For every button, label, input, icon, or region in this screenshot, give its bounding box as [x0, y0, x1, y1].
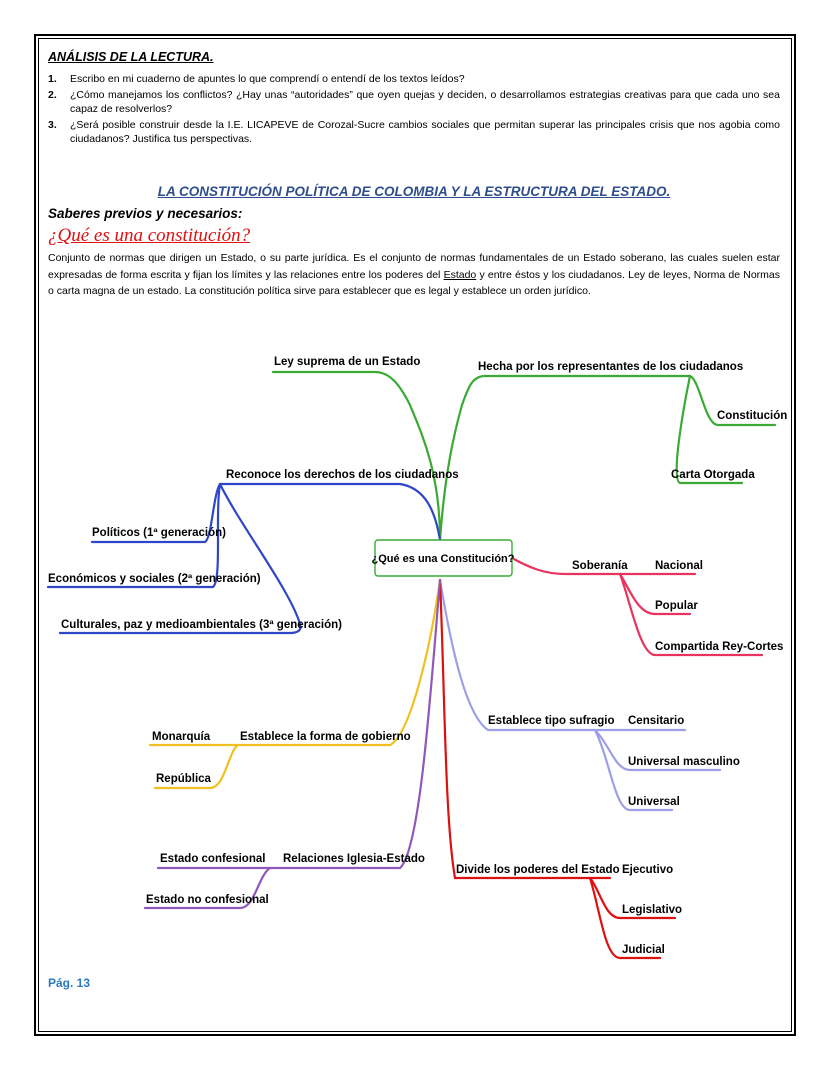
node-forma-gobierno: Establece la forma de gobierno: [240, 731, 411, 743]
node-universal: Universal: [628, 796, 680, 808]
node-nacional: Nacional: [655, 560, 703, 572]
node-legislativo: Legislativo: [622, 904, 683, 916]
branch-hecha-por: [440, 376, 690, 540]
branch-sufragio: [440, 580, 595, 730]
branch-ley-suprema: [273, 372, 440, 540]
branch-carta-otorgada: [677, 376, 742, 483]
question-text: ¿Cómo manejamos los conflictos? ¿Hay unas “autoridades” que oyen quejas y deciden, o desarrollamos estrategias creativas para que cada uno sea capaz de resolverlos?: [70, 89, 780, 115]
node-soberania: Soberanía: [572, 560, 628, 572]
node-politicos: Políticos (1ª generación): [92, 527, 226, 539]
node-constitucion: Constitución: [717, 410, 788, 422]
node-monarquia: Monarquía: [152, 731, 211, 743]
que-es-heading: ¿Qué es una constitución?: [48, 225, 251, 246]
node-sufragio: Establece tipo sufragio: [488, 715, 615, 727]
definition-part1: Conjunto de normas que dirigen un Estado, o su parte jurídica. Es el conjunto de normas fundamentales de un Estado soberano, las cuales suelen estar expresadas de forma escrita y fijan los límites y las relaciones entre los poderes del: [48, 252, 780, 281]
page-number: Pág. 13: [48, 976, 91, 990]
node-censitario: Censitario: [628, 715, 685, 727]
node-poderes: Divide los poderes del Estado: [456, 864, 620, 876]
question-number: 1.: [48, 73, 57, 85]
question-number: 3.: [48, 119, 57, 131]
node-hecha-por: Hecha por los representantes de los ciudadanos: [478, 361, 744, 373]
section-title: LA CONSTITUCIÓN POLÍTICA DE COLOMBIA Y LA ESTRUCTURA DEL ESTADO.: [157, 184, 671, 199]
node-iglesia-estado: Relaciones Iglesia-Estado: [283, 853, 425, 865]
center-node: ¿Qué es una Constitución?: [371, 553, 515, 565]
analysis-title: ANÁLISIS DE LA LECTURA.: [48, 50, 214, 64]
node-carta-otorgada: Carta Otorgada: [671, 469, 755, 481]
node-judicial: Judicial: [622, 944, 665, 956]
definition-part2: y entre éstos y los ciudadanos. Ley de leyes, Norma de Normas o carta magna de un estado. La constitución política sirve para establecer que es legal y establece un orden jurídico.: [48, 268, 780, 297]
question-number: 2.: [48, 89, 57, 101]
node-reconoce: Reconoce los derechos de los ciudadanos: [226, 469, 459, 481]
question-text: Escribo en mi cuaderno de apuntes lo que comprendí o entendí de los textos leídos?: [70, 73, 465, 85]
node-culturales: Culturales, paz y medioambientales (3ª generación): [61, 619, 342, 631]
node-confesional: Estado confesional: [160, 853, 266, 865]
node-economicos: Económicos y sociales (2ª generación): [48, 573, 261, 585]
branch-culturales: [60, 484, 301, 633]
branch-forma-gobierno: [238, 580, 440, 745]
node-republica: República: [156, 773, 211, 785]
question-text: ¿Será posible construir desde la I.E. LICAPEVE de Corozal-Sucre cambios sociales que permitan superar las principales crisis que nos agobia como ciudadanos? Justifica tus perspectivas.: [70, 119, 780, 145]
saberes-heading: Saberes previos y necesarios:: [48, 206, 243, 221]
node-no-confesional: Estado no confesional: [146, 894, 269, 906]
node-popular: Popular: [655, 600, 698, 612]
node-ley-suprema: Ley suprema de un Estado: [274, 356, 421, 368]
branch-reconoce: [220, 484, 440, 540]
estado-link[interactable]: Estado: [443, 268, 477, 281]
node-compartida: Compartida Rey-Cortes: [655, 641, 784, 653]
node-ejecutivo: Ejecutivo: [622, 864, 674, 876]
node-universal-masculino: Universal masculino: [628, 756, 740, 768]
